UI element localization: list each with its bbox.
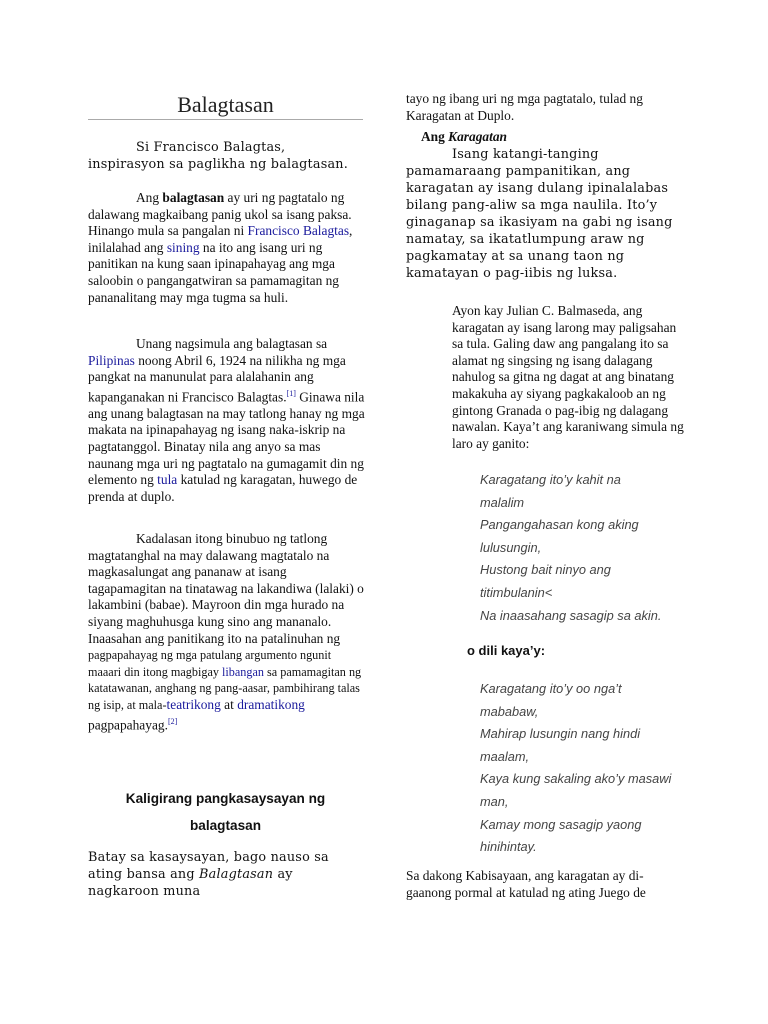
poem2-line: man, <box>480 793 509 809</box>
karagatan-heading-prefix: Ang <box>421 129 449 144</box>
para2-text-a: Unang nagsimula ang balagtasan sa <box>136 336 328 351</box>
para1-text-e: na ito ang isang uri ng panitikan na kung saan ipinapahayag ang mga saloobin o pangangatwiran sa pamamagitan ng pananalitang may mga tugma sa huli. <box>88 239 340 305</box>
poem-two <box>480 678 700 859</box>
karagatan-paragraph: Isang katangi-tanging pamamaraang pampanitikan, ang karagatan ay isang dulang ipinalalabas bilang pang-aliw sa mga naulila. Ito’y ginaganap sa ikasiyam na gabi ng isang namatay, sa ikatatlumpung araw ng pagkamatay at sa unang taon ng kamatayan o pag-iibis ng luksa. <box>406 147 673 281</box>
poem2-line: maalam, <box>480 748 530 764</box>
link-dramatikong[interactable]: dramatikong <box>237 696 305 712</box>
title-divider <box>88 119 363 120</box>
poem2-line: Karagatang ito’y oo nga’t <box>480 681 622 696</box>
poem2-line: Kamay mong sasagip yaong <box>480 816 642 832</box>
dakong-paragraph: Sa dakong Kabisayaan, ang karagatan ay di-gaanong pormal at katulad ng ating Juego de <box>406 868 646 900</box>
ayon-paragraph: Ayon kay Julian C. Balmaseda, ang karagatan ay isang larong may paligsahan sa tula. Galing daw ang pangalang ito sa alamat ng singsing ng isang dalagang nahulog sa gitna ng dagat at ang binatang makakuha ay siyang pagkakaloob an ng gintong Granada o pag-ibig ng dalagang nawalan. Kaya’t ang karaniwang simula ng laro ay ganito: <box>452 303 684 451</box>
poem1-line: Karagatang ito’y kahit na <box>480 472 621 487</box>
para4-text-a: Batay sa kasaysayan, bago nauso sa ating bansa ang <box>88 850 329 882</box>
para3-text-e: pagpapahayag. <box>88 717 168 732</box>
para2-text-c: Ginawa nila ang unang balagtasan na may tatlong hanay ng mga makata na ipinapahayag ng isang naka-iskrip na pagtatanggol. Binatay nila ang anyo sa mas naunang mga uri ng pagtatalo na gumagamit din ng elemento ng <box>88 389 365 488</box>
section-heading-line1: Kaligirang pangkasaysayan ng <box>125 791 326 806</box>
section-heading-line2: balagtasan <box>189 818 261 833</box>
para3-text-b: pagpapahayag ng mga patulang argumento ngunit maaari din itong magbigay <box>88 648 332 679</box>
paragraph-definition <box>88 190 366 306</box>
para2-text-d: katulad ng karagatan, huwego de prenda at duplo. <box>88 472 358 504</box>
para1-text-c: ay uri ng pagtatalo ng dalawang magkaibang panig ukol sa isang paksa. Hinango mula sa pangalan ni <box>88 190 352 239</box>
poem1-line: Na inaasahang sasagip sa akin. <box>480 607 662 623</box>
footnote-ref-2[interactable]: [2] <box>167 716 178 726</box>
para1-text-a: Ang <box>136 190 163 205</box>
para1-text-d: , inilalahad ang <box>88 223 353 255</box>
link-pilipinas[interactable]: Pilipinas <box>88 352 135 368</box>
poem-one <box>480 469 700 627</box>
poem1-line: titimbulanin< <box>480 584 553 600</box>
term-balagtasan-italic: Balagtasan <box>199 867 274 882</box>
link-teatrikong[interactable]: teatrikong <box>166 696 221 712</box>
link-francisco-balagtas[interactable]: Francisco Balagtas <box>247 223 350 239</box>
poem2-line: hinihintay. <box>480 839 537 855</box>
footnote-ref-1[interactable]: [1] <box>286 388 296 398</box>
para4-text-b: ay nagkaroon muna <box>88 867 293 899</box>
karagatan-heading <box>421 129 507 146</box>
para3-text-d: at <box>220 696 238 712</box>
para3-text-a: Kadalasan itong binubuo ng tatlong magtatanghal na may dalawang magtatalo na magkasalungat ang pananaw at isang tagapamagitan na tinatawag na lakandiwa (lalaki) o lakambini (babae). Mayroon din mga hurado na siyang maghuhusga kung sino ang mananalo. Inaasahan ang panitikang ito na patalinuhan ng <box>88 531 364 646</box>
odili-label: o dili kaya’y: <box>467 643 546 658</box>
karagatan-heading-term: Karagatan <box>448 129 507 144</box>
poem2-line: Mahirap lusungin nang hindi <box>480 726 641 742</box>
page-title: Balagtasan <box>177 92 274 117</box>
link-tula[interactable]: tula <box>157 472 178 488</box>
paragraph-history <box>88 336 366 505</box>
poem2-line: Kaya kung sakaling ako’y masawi <box>480 771 672 787</box>
poem1-line: Pangangahasan kong aking <box>480 517 639 533</box>
term-balagtasan: balagtasan <box>162 190 225 205</box>
paragraph-batay <box>88 849 366 900</box>
right-continued-text: tayo ng ibang uri ng mga pagtatalo, tulad ng Karagatan at Duplo. <box>406 91 643 123</box>
poem1-line: Hustong bait ninyo ang <box>480 562 611 578</box>
poem2-line: mababaw, <box>480 703 539 719</box>
link-libangan[interactable]: libangan <box>222 664 264 679</box>
para3-text-c: sa pamamagitan ng katatawanan, anghang ng pang-aasar, pambihirang talas ng isip, at mala- <box>88 664 362 712</box>
link-sining[interactable]: sining <box>166 239 200 255</box>
intro-paragraph: Si Francisco Balagtas, inspirasyon sa paglikha ng balagtasan. <box>88 140 349 172</box>
poem1-line: malalim <box>480 494 525 510</box>
para2-text-b: noong Abril 6, 1924 na nilikha ng mga pangkat na manunulat para alalahanin ang kapanganakan ni Francisco Balagtas. <box>88 352 346 405</box>
poem1-line: lulusungin, <box>480 539 542 555</box>
paragraph-structure <box>88 531 366 734</box>
